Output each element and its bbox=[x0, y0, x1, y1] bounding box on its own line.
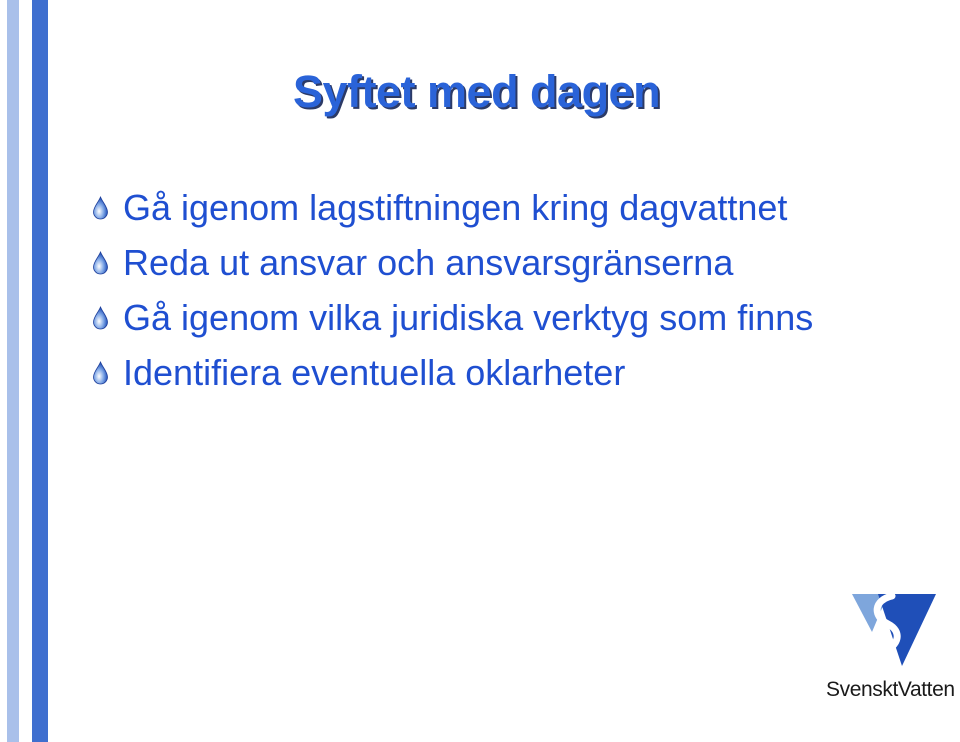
bullet-text: Gå igenom vilka juridiska verktyg som finns bbox=[123, 296, 814, 338]
bullet-text: Identifiera eventuella oklarheter bbox=[123, 351, 626, 393]
water-drop-icon bbox=[92, 196, 109, 220]
bullet-item-1 bbox=[92, 180, 813, 235]
left-stripe-gap bbox=[19, 0, 32, 742]
left-stripe-light-blue bbox=[7, 0, 19, 742]
bullet-text: Gå igenom lagstiftningen kring dagvattnet bbox=[123, 186, 788, 228]
svenskt-vatten-logo bbox=[826, 586, 960, 706]
svenskt-vatten-logo-icon bbox=[826, 586, 960, 670]
left-stripe-blue bbox=[32, 0, 48, 742]
water-drop-icon bbox=[92, 251, 109, 275]
slide-title: Syftet med dagen bbox=[293, 66, 661, 117]
logo-text: SvensktVatten bbox=[826, 678, 955, 701]
bullet-item-4 bbox=[92, 345, 813, 400]
left-stripe-white bbox=[0, 0, 7, 742]
water-drop-icon bbox=[92, 306, 109, 330]
bullet-text: Reda ut ansvar och ansvarsgränserna bbox=[123, 241, 734, 283]
water-drop-icon bbox=[92, 361, 109, 385]
bullet-list bbox=[92, 180, 813, 400]
bullet-item-2 bbox=[92, 235, 813, 290]
bullet-item-3 bbox=[92, 290, 813, 345]
